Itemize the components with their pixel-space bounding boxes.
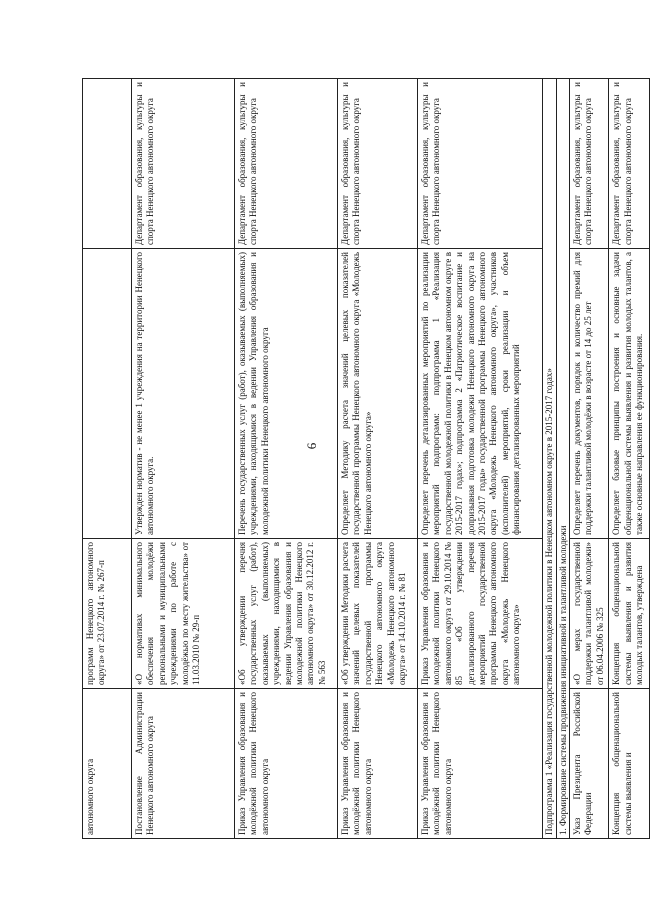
act-content-cell: Перечень государственных услуг (работ), оказываемых (выполняемых) учреждениями, находящимися в ведении Управления образования и молодежной политики Ненецкого автономного округа <box>235 249 338 539</box>
responsible-cell: Департамент образования, культуры и спорта Ненецкого автономного округа <box>418 79 543 249</box>
table-row <box>338 79 418 839</box>
table-row <box>609 79 650 839</box>
act-type-cell: Приказ Управления образования и молодёжной политики Ненецкого автономного округа <box>418 689 543 839</box>
page-number: 6 <box>304 442 319 450</box>
subprogram-title: Подпрограмма 1 «Реализация государственной молодежной политики в Ненецком автономном округе в 2015-2017 годах» <box>543 79 557 839</box>
act-title-cell: программ Ненецкого автономного округа» от 23.07.2014 г. № 267-п <box>83 539 132 689</box>
act-content-cell: Определяет перечень документов, порядок и количество премий для поддержки талантливой молодёжи в возрасте от 14 до 25 лет <box>570 249 609 539</box>
act-content-cell: Определяет Методику расчета значений целевых показателей государственной программы Ненецкого автономного округа «Молодежь Ненецкого автономного округа» <box>338 249 418 539</box>
act-title-cell: Концепция общенациональной системы выявления и развития молодых талантов, утверждена <box>609 539 650 689</box>
act-type-cell: Постановление Администрации Ненецкого автономного округа <box>132 689 235 839</box>
act-content-cell: Определяет перечень детализированных мероприятий по реализации мероприятий подпрограмм: подпрограмма 1 «Реализация государственной молодежной политики в Ненецком автономном округе в 2015-2017 годах»; подпрограмма 2 «Патриотическое воспитание и допризывная подготовка молодежи Ненецкого автономного округа на 2015-2017 годы» государственной программы Ненецкого автономного округа «Молодежь Ненецкого автономного округа», участников (исполнителей) мероприятий, сроки реализации и объем финансирования детализированных мероприятий <box>418 249 543 539</box>
section-title: 1. Формирование системы продвижения инициативной и талантливой молодежи <box>556 79 570 839</box>
table-row <box>132 79 235 839</box>
table-row <box>235 79 338 839</box>
act-type-cell: Приказ Управления образования и молодёжной политики Ненецкого автономного округа <box>235 689 338 839</box>
act-title-cell: «Об утверждении перечня государственных услуг (работ), оказываемых (выполняемых) учреждениями, находящимися в ведении Управления образования и молодежной политики Ненецкого автономного округа» от 30.12.2012 г. № 563 <box>235 539 338 689</box>
act-content-cell <box>83 249 132 539</box>
act-content-cell: Определяет базовые принципы построения и основные задачи общенациональной системы выявления и развития молодых талантов, а также основные направления ее функционирования. <box>609 249 650 539</box>
responsible-cell: Департамент образования, культуры и спорта Ненецкого автономного округа <box>235 79 338 249</box>
responsible-cell: Департамент образования, культуры и спорта Ненецкого автономного округа <box>570 79 609 249</box>
act-content-cell: Утвержден норматив - не менее 1 учреждения на территории Ненецкого автономного округа. <box>132 249 235 539</box>
rotated-page-content <box>82 79 645 839</box>
responsible-cell: Департамент образования, культуры и спорта Ненецкого автономного округа <box>338 79 418 249</box>
act-type-cell: Приказ Управления образования и молодёжной политики Ненецкого автономного округа <box>338 689 418 839</box>
table-row <box>570 79 609 839</box>
table-row <box>83 79 132 839</box>
table-row <box>418 79 543 839</box>
act-title-cell: Приказ Управления образования и молодежной политики Ненецкого автономного округа от 29.10.2014 № 85 «Об утверждении детализированного перечня мероприятий государственной программы Ненецкого автономного округа «Молодежь Ненецкого автономного округа» <box>418 539 543 689</box>
legal-acts-table <box>82 78 650 839</box>
subprogram-row <box>543 79 557 839</box>
act-title-cell: «Об утверждении Методики расчета значений целевых показателей государственной программы Ненецкого автономного округа «Молодежь Ненецкого автономного округа» от 14.10.2014 г. № 81 <box>338 539 418 689</box>
act-type-cell: Указ Президента Российской Федерации <box>570 689 609 839</box>
responsible-cell <box>83 79 132 249</box>
act-type-cell: Концепция общенациональной системы выявления и <box>609 689 650 839</box>
section-row <box>556 79 570 839</box>
act-title-cell: «О мерах государственной поддержки талантливой молодежи» от 06.04.2006 № 325 <box>570 539 609 689</box>
responsible-cell: Департамент образования, культуры и спорта Ненецкого автономного округа <box>609 79 650 249</box>
responsible-cell: Департамент образования, культуры и спорта Ненецкого автономного округа <box>132 79 235 249</box>
act-type-cell: автономного округа <box>83 689 132 839</box>
act-title-cell: «О нормативах минимального обеспечения молодёжи региональными и муниципальными учреждениями по работе с молодёжью по месту жительства» от 11.03.2010 № 29-п <box>132 539 235 689</box>
